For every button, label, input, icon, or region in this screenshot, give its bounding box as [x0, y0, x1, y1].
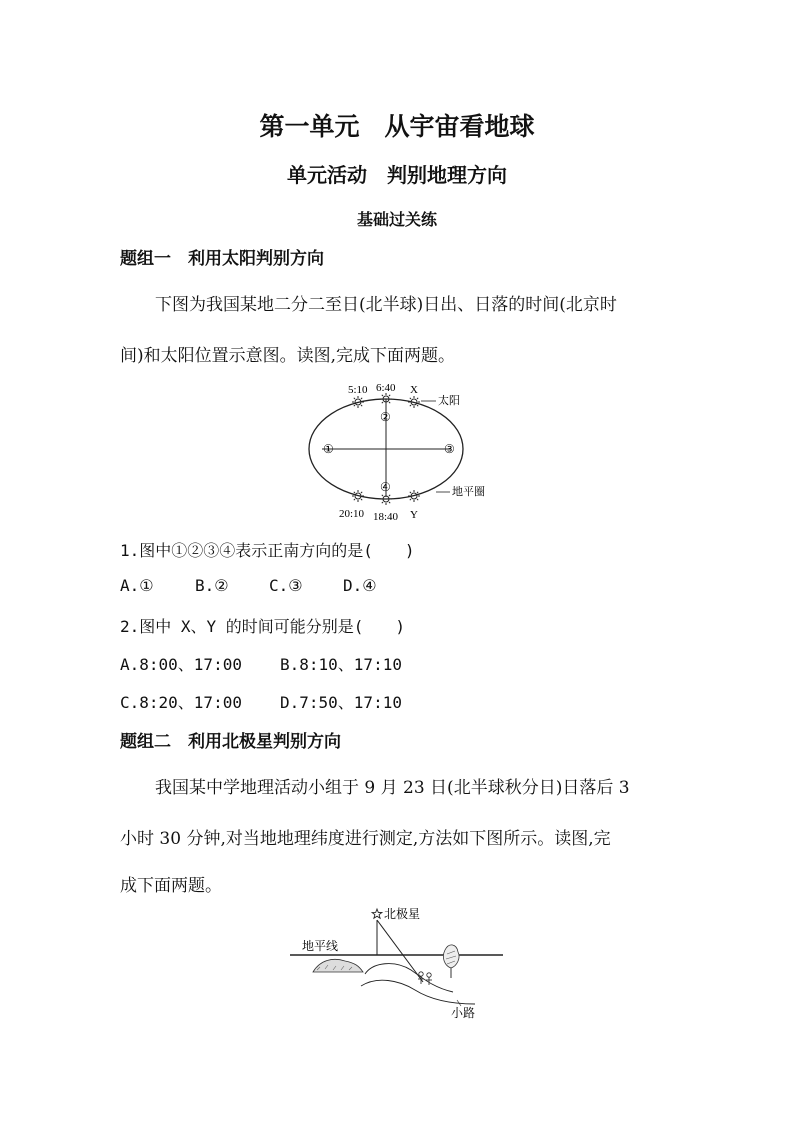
direction-2: ② — [380, 410, 391, 424]
polaris-label: 北极星 — [384, 907, 421, 921]
time-label-sunset-summer: 20:10 — [339, 508, 365, 520]
group1-intro-line1: 下图为我国某地二分二至日(北半球)日出、日落的时间(北京时 — [155, 295, 617, 315]
path-label: 小路 — [451, 1006, 476, 1020]
time-label-sunset-equinox: 18:40 — [373, 511, 399, 523]
question-1-option-c: C.③ — [269, 576, 303, 595]
group2-heading: 题组二 利用北极星判别方向 — [120, 732, 341, 752]
path-curve-upper — [365, 964, 453, 992]
page-subtitle: 单元活动 判别地理方向 — [287, 163, 507, 187]
horizon-line-label: 地平线 — [302, 939, 339, 953]
group2-intro-line1: 我国某中学地理活动小组于 9 月 23 日(北半球秋分日)日落后 3 — [155, 778, 630, 798]
path-curve-lower — [361, 980, 475, 1004]
polaris-figure — [285, 900, 510, 1020]
question-2-option-b: B.8:10、17:10 — [280, 655, 402, 674]
question-2-stem: 2.图中 X、Y 的时间可能分别是( ) — [120, 617, 406, 636]
question-2-option-d: D.7:50、17:10 — [280, 693, 402, 712]
group1-heading: 题组一 利用太阳判别方向 — [120, 249, 324, 269]
time-label-sunrise-summer: 5:10 — [348, 384, 368, 396]
question-2-option-a: A.8:00、17:00 — [120, 655, 242, 674]
direction-1: ① — [323, 442, 334, 456]
section-heading: 基础过关练 — [356, 210, 437, 229]
time-label-y: Y — [410, 509, 418, 521]
group1-intro-line2: 间)和太阳位置示意图。读图,完成下面两题。 — [120, 346, 456, 366]
question-2-option-c: C.8:20、17:00 — [120, 693, 242, 712]
sun-label: 太阳 — [438, 395, 460, 407]
star-icon — [372, 909, 382, 918]
time-label-x: X — [410, 384, 418, 396]
hill-shape — [313, 959, 363, 972]
tree-icon — [443, 945, 459, 978]
group2-intro-line3: 成下面两题。 — [120, 876, 222, 896]
time-label-sunrise-equinox: 6:40 — [376, 382, 396, 394]
direction-4: ④ — [380, 480, 391, 494]
question-1-option-d: D.④ — [343, 576, 377, 595]
horizon-circle-label: 地平圈 — [452, 486, 485, 498]
question-1-option-b: B.② — [195, 576, 229, 595]
direction-3: ③ — [444, 442, 455, 456]
question-1-option-a: A.① — [120, 576, 154, 595]
sight-line — [377, 920, 423, 982]
question-1-stem: 1.图中①②③④表示正南方向的是( ) — [120, 541, 415, 560]
sun-path-figure — [300, 375, 500, 525]
page-title: 第一单元 从宇宙看地球 — [259, 112, 535, 141]
group2-intro-line2: 小时 30 分钟,对当地地理纬度进行测定,方法如下图所示。读图,完 — [120, 829, 611, 849]
